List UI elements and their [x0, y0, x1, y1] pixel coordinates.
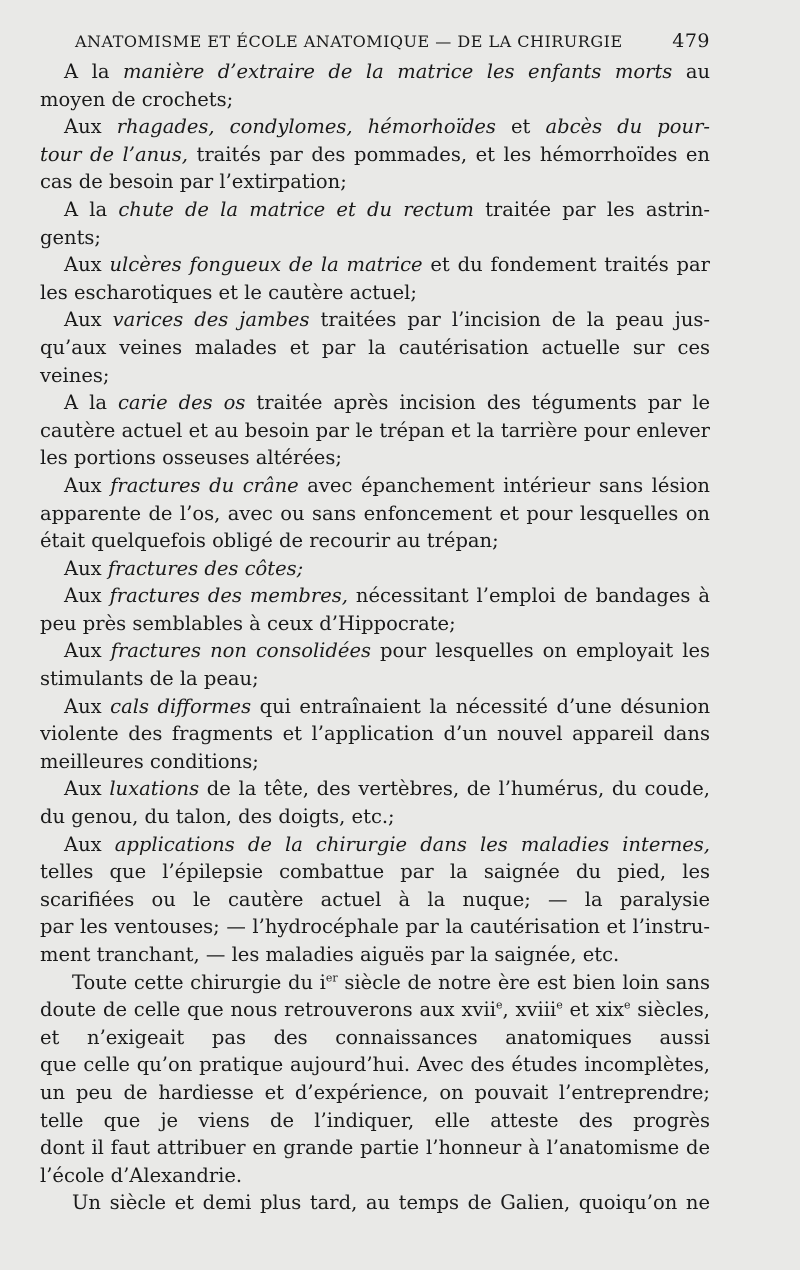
text-segment: , xviii	[502, 998, 557, 1022]
text-segment: au	[672, 60, 710, 83]
text-segment: pour lesquelles on employait les	[371, 639, 710, 663]
text-segment: dont il faut attribuer en grande partie l’honneur à l’anatomisme de	[40, 1136, 710, 1160]
text-line	[40, 389, 710, 417]
text-line	[40, 637, 710, 665]
text-line	[40, 251, 710, 279]
text-segment: avec épanchement intérieur sans lésion	[298, 473, 710, 497]
text-segment: Aux	[64, 308, 113, 332]
italic-text: manière d’extraire de la matrice les enfants morts	[122, 60, 673, 83]
text-segment: meilleures conditions;	[40, 749, 259, 773]
text-line	[40, 1189, 710, 1217]
running-title: ANATOMISME ET ÉCOLE ANATOMIQUE — DE LA CHIRURGIE	[75, 32, 623, 51]
italic-text: fractures du crâne	[110, 473, 299, 497]
text-segment: A la	[64, 60, 123, 83]
text-line	[40, 913, 710, 941]
italic-text: abcès du pour-	[545, 115, 710, 139]
text-segment: et du fondement traités par	[422, 253, 710, 277]
text-segment: apparente de l’os, avec ou sans enfoncement et pour lesquelles on	[40, 501, 710, 525]
text-segment: traitée après incision des téguments par le	[245, 391, 710, 415]
italic-text: fractures des membres,	[109, 584, 348, 608]
text-line	[40, 472, 710, 500]
text-line	[40, 527, 710, 555]
text-segment: Toute cette chirurgie du i	[72, 970, 326, 994]
text-segment: cautère actuel et au besoin par le trépan et la tarrière pour enlever	[40, 418, 710, 442]
text-segment: par les ventouses; — l’hydrocéphale par la cautérisation et l’instru-	[40, 915, 710, 939]
text-segment: du genou, du talon, des doigts, etc.;	[40, 805, 395, 829]
text-line	[40, 500, 710, 528]
text-segment: et n’exigeait pas des connaissances anatomiques aussi	[40, 1025, 710, 1049]
text-segment: cas de besoin par l’extirpation;	[40, 170, 347, 194]
text-line	[40, 168, 710, 196]
text-segment: qui entraînaient la nécessité d’une désunion	[251, 694, 710, 718]
text-line	[40, 196, 710, 224]
text-segment: un peu de hardiesse et d’expérience, on pouvait l’entreprendre;	[40, 1080, 710, 1104]
text-segment: stimulants de la peau;	[40, 667, 259, 691]
text-line	[40, 665, 710, 693]
text-line	[40, 555, 710, 583]
italic-text: rhagades, condylomes, hémorhoïdes	[116, 115, 496, 139]
text-segment: était quelquefois obligé de recourir au trépan;	[40, 529, 499, 553]
text-segment: Aux	[64, 115, 117, 139]
text-segment: moyen de crochets;	[40, 87, 234, 111]
text-segment: traitée par les astrin-	[473, 197, 710, 221]
text-line	[40, 831, 710, 859]
text-segment: et	[495, 115, 546, 139]
text-segment: l’école d’Alexandrie.	[40, 1163, 243, 1187]
text-line	[40, 417, 710, 445]
text-line	[40, 886, 710, 914]
text-segment: nécessitant l’emploi de bandages à	[347, 584, 710, 608]
text-segment: doute de celle que nous retrouverons aux xvii	[40, 998, 496, 1022]
page-number: 479	[672, 30, 710, 52]
text-line	[40, 1162, 710, 1190]
italic-text: applications de la chirurgie dans les maladies internes,	[114, 832, 710, 856]
text-line	[40, 1079, 710, 1107]
text-line	[40, 775, 710, 803]
text-segment: que celle qu’on pratique aujourd’hui. Avec des études incomplètes,	[40, 1053, 710, 1077]
text-line	[40, 113, 710, 141]
italic-text: luxations	[109, 777, 200, 801]
superscript: e	[495, 998, 503, 1012]
text-line	[40, 748, 710, 776]
text-line	[40, 1051, 710, 1079]
text-line	[40, 969, 710, 997]
text-segment: qu’aux veines malades et par la cautérisation actuelle sur ces	[40, 335, 710, 359]
text-segment: Aux	[64, 832, 115, 856]
text-line	[40, 306, 710, 334]
text-segment: veines;	[40, 363, 110, 387]
text-line	[40, 720, 710, 748]
text-segment: Aux	[64, 777, 110, 801]
italic-text: cals difformes	[110, 694, 252, 718]
text-line	[40, 1024, 710, 1052]
text-line	[40, 1134, 710, 1162]
text-segment: gents;	[40, 225, 101, 249]
text-segment: de la tête, des vertèbres, de l’humérus, du coude,	[199, 777, 710, 801]
text-segment: Aux	[64, 584, 110, 608]
text-line	[40, 444, 710, 472]
text-segment: peu près semblables à ceux d’Hippocrate;	[40, 611, 456, 635]
superscript: er	[325, 971, 338, 985]
text-segment: violente des fragments et l’application d’un nouvel appareil dans	[40, 722, 710, 746]
text-segment: ment tranchant, — les maladies aiguës par la saignée, etc.	[40, 943, 620, 966]
text-segment: telles que l’épilepsie combattue par la saignée du pied, les	[40, 860, 710, 884]
text-segment: les escharotiques et le cautère actuel;	[40, 280, 417, 304]
text-line	[40, 86, 710, 114]
text-segment: et xix	[562, 998, 624, 1022]
text-segment: siècle de notre ère est bien loin sans	[337, 970, 710, 994]
text-segment: les portions osseuses altérées;	[40, 446, 342, 470]
text-segment: Aux	[64, 639, 111, 663]
text-segment: Aux	[64, 694, 111, 718]
text-line	[40, 1107, 710, 1135]
text-segment: traitées par l’incision de la peau jus-	[309, 308, 710, 332]
running-head	[75, 30, 710, 52]
text-line	[40, 693, 710, 721]
italic-text: chute de la matrice et du rectum	[118, 197, 474, 221]
italic-text: varices des jambes	[112, 308, 310, 332]
text-segment: traités par des pommades, et les hémorrhoïdes en	[187, 142, 710, 166]
text-line	[40, 334, 710, 362]
text-segment: scarifiées ou le cautère actuel à la nuque; — la paralysie	[40, 887, 710, 911]
body-text	[40, 58, 710, 1217]
italic-text: carie des os	[117, 391, 246, 415]
text-line	[40, 996, 710, 1024]
text-line	[40, 141, 710, 169]
text-line	[40, 279, 710, 307]
text-line	[40, 58, 710, 86]
text-segment: A la	[64, 391, 118, 415]
italic-text: tour de l’anus,	[40, 142, 188, 166]
text-line	[40, 610, 710, 638]
text-line	[40, 858, 710, 886]
italic-text: ulcères fongueux de la matrice	[109, 253, 423, 277]
text-line	[40, 362, 710, 390]
text-line	[40, 803, 710, 831]
text-segment: siècles,	[630, 998, 710, 1022]
text-segment: A la	[64, 197, 119, 221]
text-segment: Aux	[64, 556, 108, 580]
text-line	[40, 941, 710, 969]
text-line	[40, 582, 710, 610]
text-segment: Un siècle et demi plus tard, au temps de Galien, quoiqu’on ne	[72, 1191, 710, 1215]
superscript: e	[556, 998, 563, 1012]
italic-text: fractures des côtes;	[107, 556, 304, 580]
text-line	[40, 224, 710, 252]
text-segment: telle que je viens de l’indiquer, elle atteste des progrès	[40, 1108, 710, 1132]
text-segment: Aux	[64, 473, 111, 497]
superscript: e	[623, 998, 631, 1012]
text-segment: Aux	[64, 253, 110, 277]
italic-text: fractures non consolidées	[110, 639, 371, 663]
